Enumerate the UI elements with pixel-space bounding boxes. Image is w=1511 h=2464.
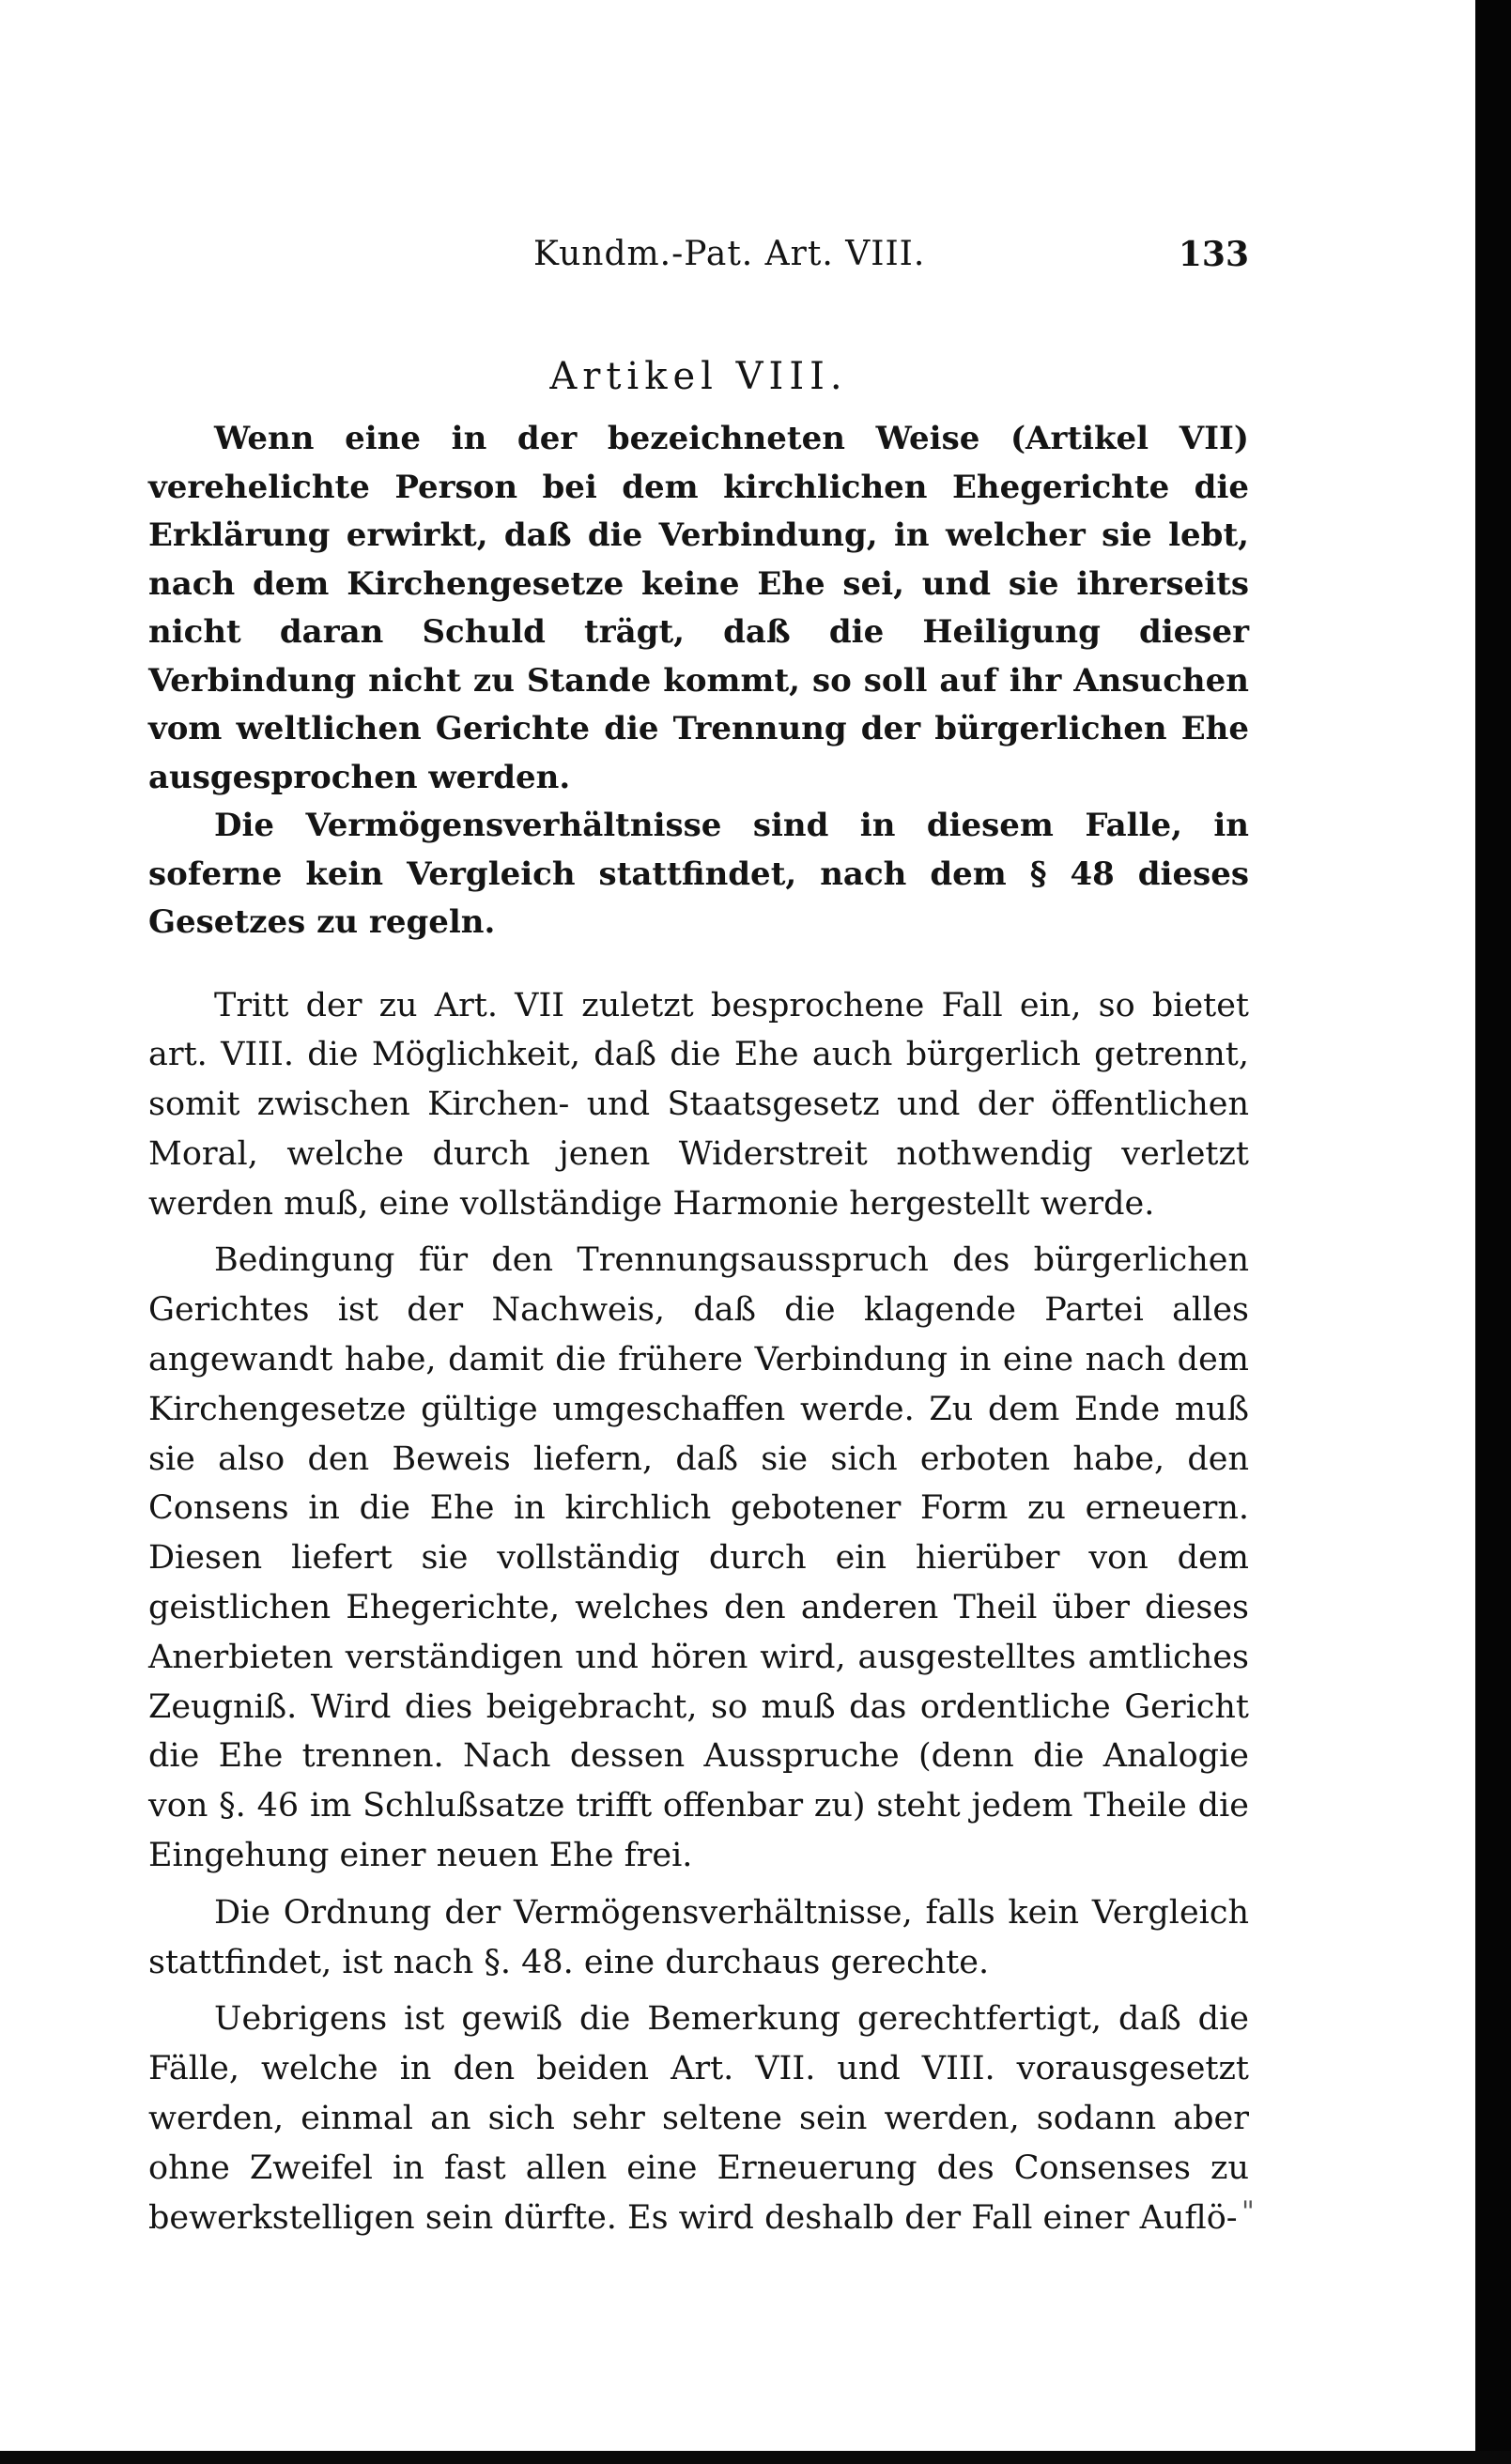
statute-text	[148, 415, 1249, 947]
commentary-paragraph: Uebrigens ist gewiß die Bemerkung gerechtfertigt, daß die Fälle, welche in den beiden Art. VII. und VIII. vorausgesetzt werden, einmal an sich sehr seltene sein werden, sodann aber ohne Zweifel in fast allen eine Erneuerung des Consenses zu bewerkstelligen sein dürfte. Es wird deshalb der Fall einer Auflö-	[148, 2000, 1249, 2237]
page-header	[148, 225, 1249, 282]
commentary-text	[148, 981, 1249, 2243]
scan-edge-bottom	[0, 2451, 1511, 2464]
running-title: Kundm.-Pat. Art. VIII.	[533, 235, 926, 273]
commentary-paragraph: Bedingung für den Trennungsausspruch des bürgerlichen Gerichtes ist der Nachweis, daß die klagende Partei alles angewandt habe, damit die frühere Verbindung in eine nach dem Kirchengesetze gültige umgeschaffen werde. Zu dem Ende muß sie also den Beweis liefern, daß sie sich erboten habe, den Consens in die Ehe in kirchlich gebotener Form zu erneuern. Diesen liefert sie vollständig durch ein hierüber von dem geistlichen Ehegerichte, welches den anderen Theil über dieses Anerbieten verständigen und hören wird, ausgestelltes amtliches Zeugniß. Wird dies beigebracht, so muß das ordentliche Gericht die Ehe trennen. Nach dessen Ausspruche (denn die Analogie von §. 46 im Schlußsatze trifft offenbar zu) steht jedem Theile die Eingehung einer neuen Ehe frei.	[148, 1241, 1249, 1875]
statute-paragraph: Die Vermögensverhältnisse sind in diesem Falle, in soferne kein Vergleich stattfindet, nach dem § 48 dieses Gesetzes zu regeln.	[148, 807, 1249, 941]
statute-paragraph: Wenn eine in der bezeichneten Weise (Artikel VII) verehelichte Person bei dem kirchlichen Ehegerichte die Erklärung erwirkt, daß die Verbindung, in welcher sie lebt, nach dem Kirchengesetze keine Ehe sei, und sie ihrerseits nicht daran Schuld trägt, daß die Heiligung dieser Verbindung nicht zu Stande kommt, so soll auf ihr Ansuchen vom weltlichen Gerichte die Trennung der bürgerlichen Ehe ausgesprochen werden.	[148, 420, 1249, 796]
book-page	[148, 225, 1249, 2242]
catchword: "	[1241, 2195, 1255, 2228]
commentary-paragraph: Tritt der zu Art. VII zuletzt besprochene Fall ein, so bietet art. VIII. die Möglichkeit, daß die Ehe auch bürgerlich getrennt, somit zwischen Kirchen- und Staatsgesetz und der öffentlichen Moral, welche durch jenen Widerstreit nothwendig verletzt werden muß, eine vollständige Harmonie hergestellt werde.	[148, 986, 1249, 1223]
scan-edge-right	[1475, 0, 1511, 2464]
commentary-paragraph: Die Ordnung der Vermögensverhältnisse, falls kein Vergleich stattfindet, ist nach §. 48. eine durchaus gerechte.	[148, 1893, 1249, 1981]
article-title: Artikel VIII.	[549, 355, 848, 398]
page-number: 133	[1178, 235, 1249, 274]
